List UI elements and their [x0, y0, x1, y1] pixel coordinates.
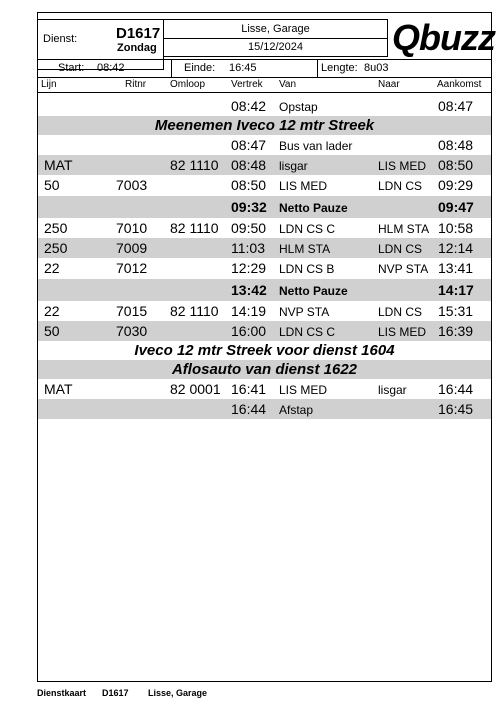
col-omloop: Omloop: [170, 79, 206, 90]
naar: LDN CS: [378, 242, 423, 256]
vertrek: 08:47: [231, 137, 267, 153]
col-ritnr: Ritnr: [125, 79, 147, 90]
aankomst: 12:14: [438, 240, 474, 256]
day-label: Zondag: [117, 42, 157, 54]
table-row: [38, 379, 491, 399]
vertrek: 08:50: [231, 177, 267, 193]
banner-text: Iveco 12 mtr Streek voor dienst 1604: [134, 342, 395, 359]
van: Bus van lader: [279, 139, 353, 153]
vertrek: 16:44: [231, 401, 267, 417]
dienst-label: Dienst:: [43, 33, 78, 45]
pause-row: [38, 196, 491, 218]
ritnr: 7003: [116, 177, 148, 193]
van: LDN CS B: [279, 262, 335, 276]
lijn: 22: [44, 260, 60, 276]
lengte-label: Lengte:: [321, 62, 358, 74]
van: HLM STA: [279, 242, 331, 256]
vertrek: 16:00: [231, 323, 267, 339]
footer-label: Dienstkaart: [37, 688, 87, 698]
vertrek: 09:50: [231, 220, 267, 236]
aankomst: 09:29: [438, 177, 474, 193]
aankomst: 16:45: [438, 401, 474, 417]
column-header: [38, 79, 491, 93]
col-vertrek: Vertrek: [231, 79, 263, 90]
van: Afstap: [279, 403, 314, 417]
vertrek: 11:03: [231, 240, 265, 256]
einde-label: Einde:: [184, 62, 216, 74]
ritnr: 7009: [116, 240, 148, 256]
start-label: Start:: [58, 62, 85, 74]
location-box: [164, 19, 388, 39]
omloop: 82 1110: [170, 220, 219, 236]
table-row: [38, 96, 491, 116]
lijn: MAT: [44, 157, 73, 173]
lijn: 250: [44, 220, 68, 236]
lijn: 50: [44, 323, 60, 339]
start-cell: [38, 60, 172, 77]
naar: lisgar: [378, 383, 407, 397]
naar: LDN CS: [378, 179, 423, 193]
table-row: [38, 175, 491, 195]
times-bar: [38, 59, 491, 78]
naar: LIS MED: [378, 325, 427, 339]
aankomst: 08:47: [438, 98, 474, 114]
banner-text: Aflosauto van dienst 1622: [171, 361, 358, 378]
banner-text: Meenemen Iveco 12 mtr Streek: [154, 117, 375, 134]
van: Opstap: [279, 100, 318, 114]
col-naar: Naar: [378, 79, 400, 90]
vertrek: 08:42: [231, 98, 267, 114]
footer-code: D1617: [102, 688, 129, 698]
omloop: 82 1110: [170, 157, 219, 173]
banner-row: [38, 360, 491, 379]
pause-row: [38, 279, 491, 301]
vertrek: 14:19: [231, 303, 267, 319]
dienst-code: D1617: [116, 25, 161, 42]
trip-table: [38, 96, 491, 419]
vertrek: 13:42: [231, 282, 267, 298]
table-row: [38, 218, 491, 238]
van: LIS MED: [279, 383, 328, 397]
logo-box: [388, 17, 495, 58]
van: NVP STA: [279, 305, 330, 319]
vertrek: 12:29: [231, 260, 267, 276]
start-value: 08:42: [97, 62, 125, 74]
banner-row: [38, 341, 491, 360]
ritnr: 7010: [116, 220, 148, 236]
einde-cell: [171, 60, 318, 77]
aankomst: 10:58: [438, 220, 474, 236]
van: LDN CS C: [279, 222, 336, 236]
location: Lisse, Garage: [241, 23, 310, 35]
omloop: 82 1110: [170, 303, 219, 319]
omloop: 82 0001: [170, 381, 221, 397]
table-row: [38, 135, 491, 155]
ritnr: 7012: [116, 260, 148, 276]
col-aankomst: Aankomst: [437, 79, 482, 90]
col-van: Van: [279, 79, 297, 90]
table-row: [38, 155, 491, 175]
vertrek: 16:41: [231, 381, 267, 397]
table-row: [38, 321, 491, 341]
lijn: 50: [44, 177, 60, 193]
vertrek: 08:48: [231, 157, 267, 173]
footer-location: Lisse, Garage: [148, 688, 208, 698]
ritnr: 7015: [116, 303, 148, 319]
aankomst: 09:47: [438, 199, 474, 215]
aankomst: 08:50: [438, 157, 474, 173]
table-row: [38, 258, 491, 278]
lijn: MAT: [44, 381, 73, 397]
date-box: [164, 38, 388, 57]
aankomst: 15:31: [438, 303, 474, 319]
date: 15/12/2024: [247, 41, 304, 53]
aankomst: 14:17: [438, 282, 474, 298]
einde-value: 16:45: [229, 62, 257, 74]
aankomst: 16:44: [438, 381, 474, 397]
aankomst: 13:41: [438, 260, 474, 276]
banner-row: [38, 116, 491, 135]
van: LDN CS C: [279, 325, 336, 339]
naar: NVP STA: [378, 262, 429, 276]
naar: LDN CS: [378, 305, 423, 319]
table-row: [38, 238, 491, 258]
van: LIS MED: [279, 179, 328, 193]
table-row: [38, 301, 491, 321]
lengte-value: 8u03: [364, 62, 389, 74]
qbuzz-logo: Qbuzz: [392, 17, 495, 58]
pause-label: Netto Pauze: [279, 201, 348, 215]
duty-card: [37, 12, 495, 682]
vertrek: 09:32: [231, 199, 267, 215]
naar: HLM STA: [378, 222, 430, 236]
pause-label: Netto Pauze: [279, 284, 348, 298]
aankomst: 16:39: [438, 323, 474, 339]
aankomst: 08:48: [438, 137, 474, 153]
ritnr: 7030: [116, 323, 148, 339]
table-row: [38, 399, 491, 419]
lijn: 250: [44, 240, 68, 256]
van: lisgar: [279, 159, 308, 173]
lijn: 22: [44, 303, 60, 319]
naar: LIS MED: [378, 159, 427, 173]
col-lijn: Lijn: [41, 79, 57, 90]
